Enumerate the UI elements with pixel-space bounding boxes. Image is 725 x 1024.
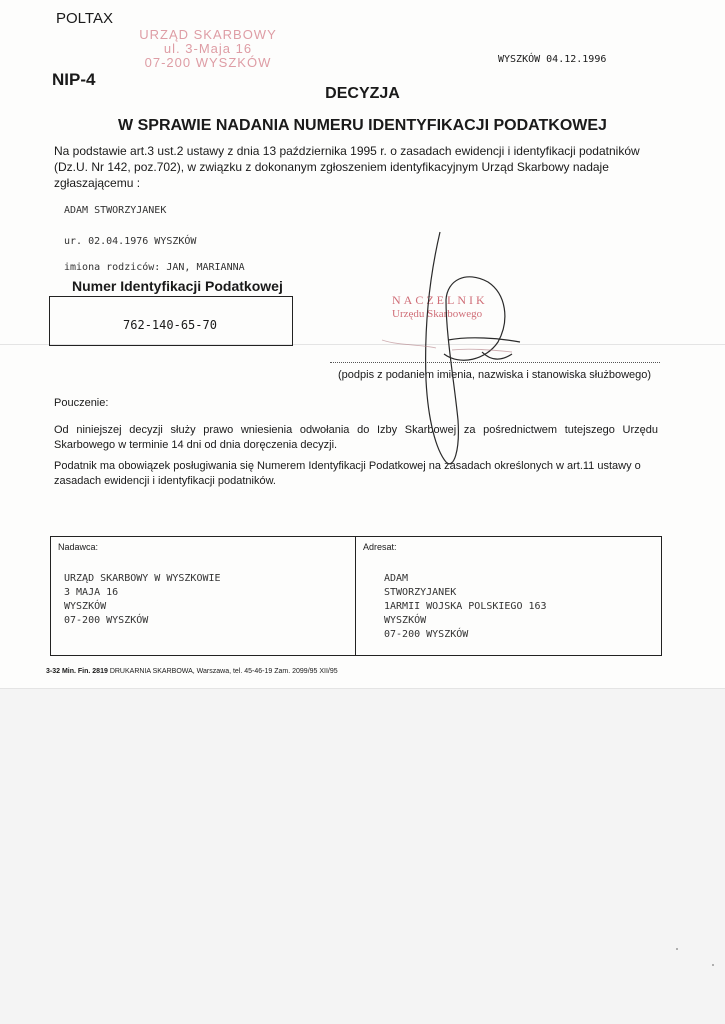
nip-heading: Numer Identyfikacji Podatkowej (72, 278, 283, 294)
place-date: WYSZKÓW 04.12.1996 (498, 54, 607, 65)
address-line: WYSZKÓW (384, 615, 427, 626)
recipient-label: Adresat: (363, 542, 397, 552)
parents-label: imiona rodziców: (64, 262, 161, 273)
sender-label: Nadawca: (58, 542, 99, 552)
taxpayer-name: ADAM STWORZYJANEK (64, 205, 167, 216)
taxpayer-birth: ur. 02.04.1976 WYSZKÓW (64, 236, 197, 247)
document-subtitle: W SPRAWIE NADANIA NUMERU IDENTYFIKACJI PODATKOWEJ (118, 117, 607, 134)
address-line: 1ARMII WOJSKA POLSKIEGO 163 (384, 601, 547, 612)
address-line: 07-200 WYSZKÓW (384, 629, 469, 640)
address-line: 3 MAJA 16 (64, 587, 119, 598)
signature-caption: (podpis z podaniem imienia, nazwiska i stanowiska służbowego) (338, 369, 652, 381)
address-line: URZĄD SKARBOWY W WYSZKOWIE (64, 573, 221, 584)
address-line: STWORZYJANEK (384, 587, 457, 598)
footer-printer: DRUKARNIA SKARBOWA, Warszawa, tel. 45-46-19 Zam. 2099/95 XII/95 (109, 668, 338, 675)
parents-names: JAN, MARIANNA (166, 262, 245, 273)
intro-paragraph: Na podstawie art.3 ust.2 ustawy z dnia 13 października 1995 r. o zasadach ewidencji i identyfikacji podatników (Dz.U. Nr 142, poz.702), w związku z dokonanym zgłoszeniem identyfikacyjnym Urząd Skarbowy nadaje zgłaszającemu : (54, 144, 640, 190)
office-stamp: URZĄD SKARBOWY ul. 3-Maja 16 07-200 WYSZKÓW (139, 27, 277, 70)
brand-name: POLTAX (56, 10, 113, 27)
nip-value: 762-140-65-70 (123, 318, 217, 332)
form-code: NIP-4 (52, 70, 96, 89)
address-line: WYSZKÓW (64, 601, 107, 612)
head-of-office-stamp: NACZELNIK Urzędu Skarbowego (392, 293, 488, 320)
footer-code: 3-32 Min. Fin. 2819 (46, 668, 108, 675)
address-line: ADAM (384, 573, 409, 584)
appeal-instruction: Od niniejszej decyzji służy prawo wniesienia odwołania do Izby Skarbowej za pośrednictwem tutejszego Urzędu Skarbowego w terminie 14 dni od dnia doręczenia decyzji. (54, 424, 658, 451)
instructions-label: Pouczenie: (54, 397, 109, 409)
document-title: DECYZJA (325, 85, 400, 102)
paper-speck (676, 948, 678, 950)
paper-speck (712, 964, 714, 966)
nip-usage-instruction: Podatnik ma obowiązek posługiwania się Numerem Identyfikacji Podatkowej na zasadach określonych w art.11 ustawy o zasadach ewidencji i identyfikacji podatników. (54, 460, 641, 487)
address-line: 07-200 WYSZKÓW (64, 615, 149, 626)
